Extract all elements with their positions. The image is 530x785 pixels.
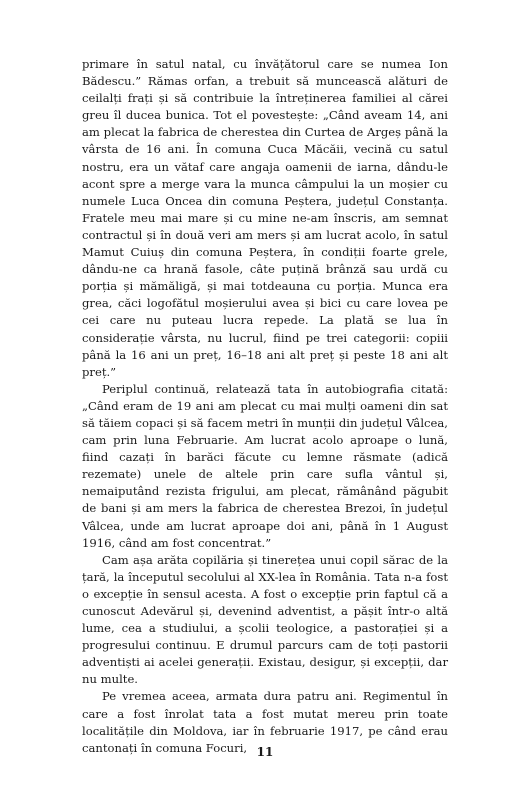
paragraph-1: primare în satul natal, cu învățătorul care se numea Ion Bădescu.” Rămas orfan, a trebuit să muncească alături de ceilalți frați și să contribuie la întreținerea familiei al cărei greu îl ducea bunica. Tot el povestește: „Când aveam 14, ani am plecat la fabrica de cherestea din Curtea de Argeș până la vârsta de 16 ani. În comuna Cuca Măcăii, vecină cu satul nostru, era un vătaf care angaja oamenii de iarna, dându-le acont spre a merge vara la munca câmpului la un moșier cu numele Luca Oncea din comuna Peștera, județul Constanța. Fratele meu mai mare și cu mine ne-am înscris, am semnat contractul și în două veri am mers și am lucrat acolo, în satul Mamut Cuiuș din comuna Peștera, în condiții foarte grele, dându-ne ca hrană fasole, câte puțină brânză sau urdă cu porția și mămăligă, și mai totdeauna cu porția. Munca era grea, căci logofătul moșierului avea și bici cu care lovea pe cei care nu puteau lucra repede. La plată se lua în considerație vârsta, nu lucrul, fiind pe trei categorii: copiii până la 16 ani un preț, 16–18 ani alt preț și peste 18 ani alt preț.” [82,57,448,379]
paragraph-2: Periplul continuă, relatează tata în autobiografia citată: „Când eram de 19 ani am plecat cu mai mulți oameni din sat să tăiem copaci și să facem metri în munții din județul Vâlcea, cam prin luna Februarie. Am lucrat acolo aproape o lună, fiind cazați în barăci făcute cu lemne răsmate (adică rezemate) unele de altele prin care sufla vântul și, nemaiputând rezista frigului, am plecat, rămânând păgubit de bani și am mers la fabrica de cherestea Brezoi, în județul Vâlcea, unde am lucrat aproape doi ani, până în 1 August 1916, când am fost concentrat.” [82,381,448,550]
body-text [82,56,448,757]
paragraph-4: Pe vremea aceea, armata dura patru ani. Regimentul în care a fost înrolat tata a fost mutat mereu prin toate localitățile din Moldova, iar în februarie 1917, pe când erau cantonați în comuna Focuri, [82,689,448,755]
page-number: 11 [256,745,274,759]
paragraph-3: Cam așa arăta copilăria și tinerețea unui copil sărac de la țară, la începutul secolului al XX-lea în România. Tata n-a fost o excepție în sensul acesta. A fost o excepție prin faptul că a cunoscut Adevărul și, devenind adventist, a pășit într-o altă lume, cea a studiului, a școlii teologice, a pastorației și a progresului continuu. E drumul parcurs cam de toți pastorii adventiști ai acelei generații. Existau, desigur, și excepții, dar nu multe. [82,552,448,687]
